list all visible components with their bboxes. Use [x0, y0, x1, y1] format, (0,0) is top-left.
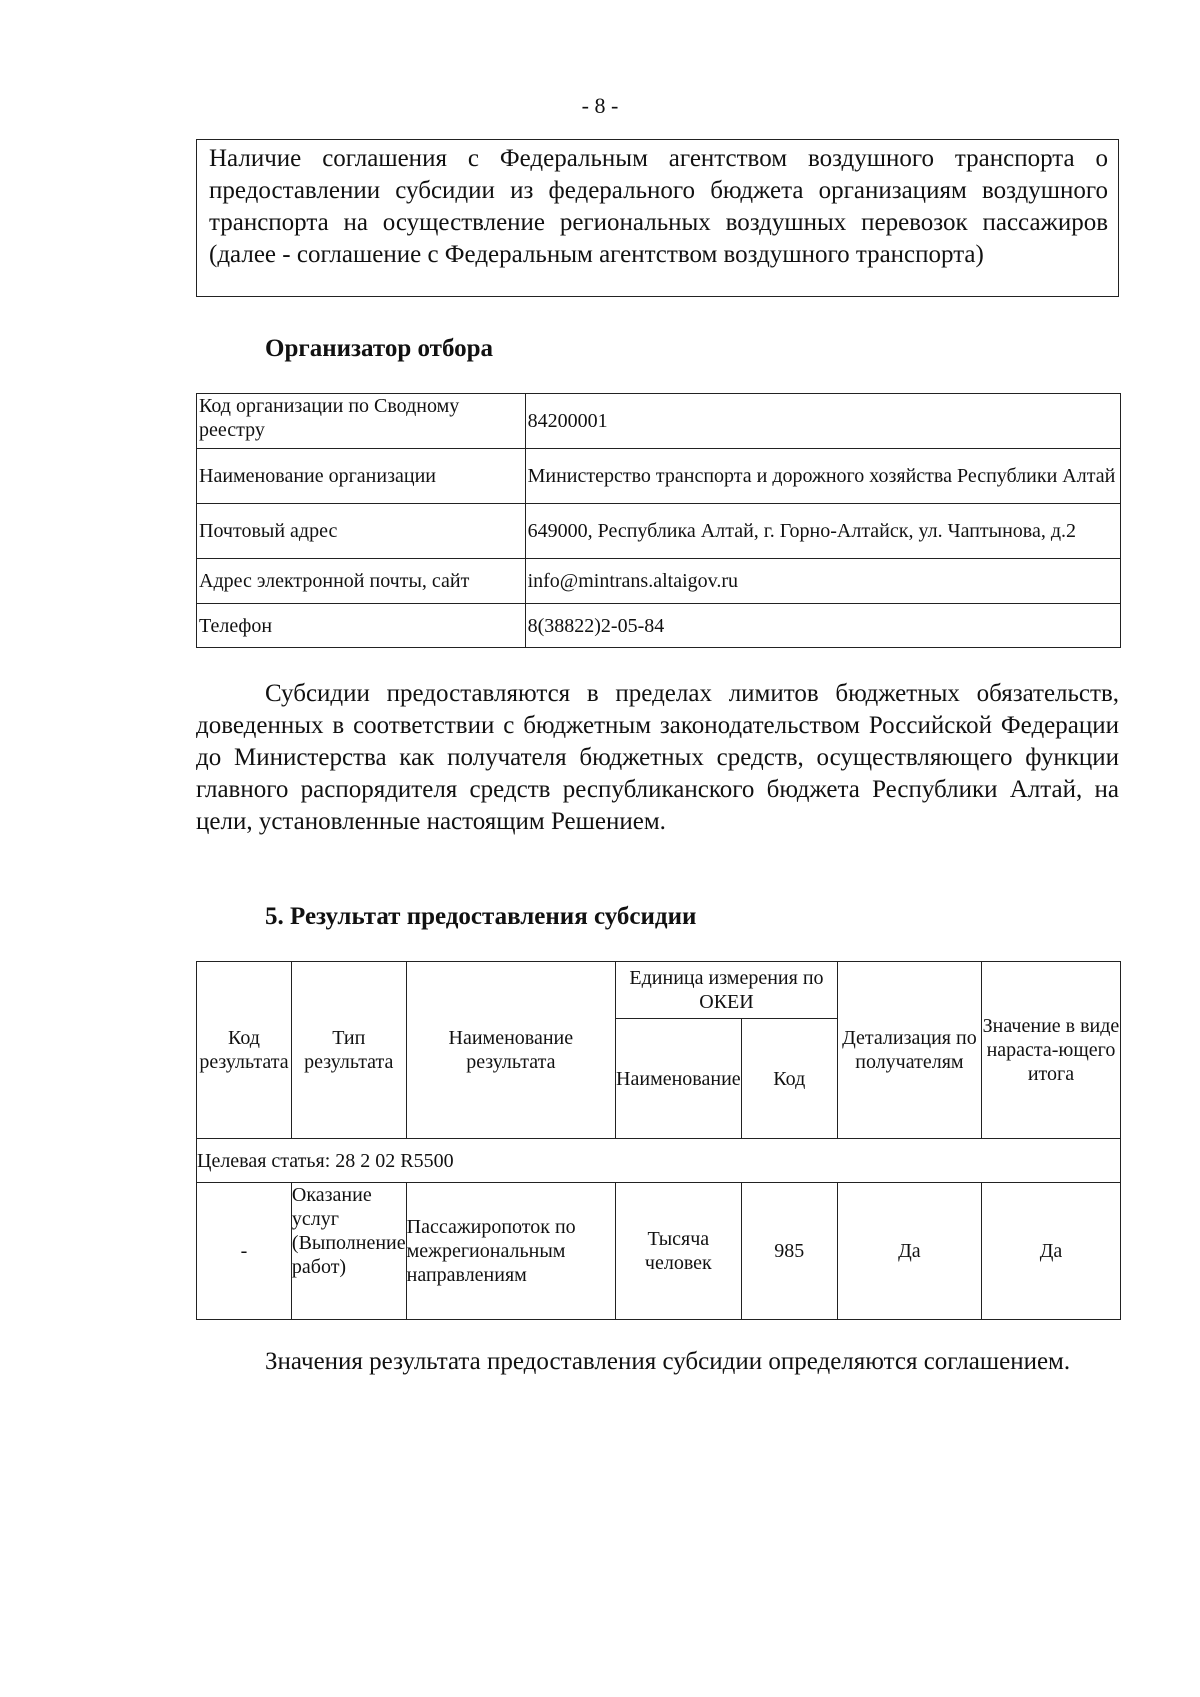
col-detail-header: Детализация по получателям [837, 962, 981, 1139]
organizer-value: Министерство транспорта и дорожного хозяйства Республики Алтай [525, 449, 1120, 504]
organizer-row [197, 449, 1121, 504]
col-cumulative-header: Значение в виде нараста-ющего итога [981, 962, 1120, 1139]
col-code-header: Код результата [197, 962, 292, 1139]
col-unit-group-header: Единица измерения по ОКЕИ [616, 962, 838, 1019]
organizer-row [197, 604, 1121, 648]
result-row [197, 1183, 1121, 1320]
page-number: - 8 - [581, 93, 619, 118]
organizer-row [197, 504, 1121, 559]
col-type-header: Тип результата [291, 962, 406, 1139]
organizer-heading: Организатор отбора [265, 335, 494, 362]
organizer-row [197, 559, 1121, 604]
result-header-row [197, 962, 1121, 1019]
organizer-value: 649000, Республика Алтай, г. Горно-Алтайск, ул. Чаптынова, д.2 [525, 504, 1120, 559]
col-unit-code-header: Код [741, 1019, 837, 1139]
result-heading: 5. Результат предоставления субсидии [265, 903, 697, 930]
result-unit-name: Тысяча человек [616, 1183, 742, 1320]
subsidies-paragraph: Субсидии предоставляются в пределах лимитов бюджетных обязательств, доведенных в соответствии с бюджетным законодательством Российской Федерации до Министерства как получателя бюджетных средств, осуществляющего функции главного распорядителя средств республиканского бюджета Республики Алтай, на цели, установленные настоящим Решением. [196, 680, 1119, 835]
result-type: Оказание услуг (Выполнение работ) [291, 1183, 406, 1320]
result-code: - [197, 1183, 292, 1320]
organizer-table [196, 393, 1121, 648]
col-unit-name-header: Наименование [616, 1019, 742, 1139]
result-cumulative: Да [981, 1183, 1120, 1320]
result-name: Пассажиропоток по межрегиональным направлениям [406, 1183, 615, 1320]
result-unit-code: 985 [741, 1183, 837, 1320]
organizer-value: 84200001 [525, 394, 1120, 449]
organizer-value: 8(38822)2-05-84 [525, 604, 1120, 648]
organizer-label: Наименование организации [197, 449, 526, 504]
result-table [196, 961, 1121, 1320]
organizer-row [197, 394, 1121, 449]
target-article-row [197, 1139, 1121, 1183]
result-detail: Да [837, 1183, 981, 1320]
target-article: Целевая статья: 28 2 02 R5500 [197, 1139, 1121, 1183]
organizer-label: Телефон [197, 604, 526, 648]
col-name-header: Наименование результата [406, 962, 615, 1139]
organizer-label: Код организации по Сводному реестру [197, 394, 526, 449]
organizer-value: info@mintrans.altaigov.ru [525, 559, 1120, 604]
intro-box [196, 139, 1119, 297]
intro-text: Наличие соглашения с Федеральным агентством воздушного транспорта о предоставлении субсидии из федерального бюджета организациям воздушного транспорта на осуществление региональных воздушных перевозок пассажиров (далее - соглашение с Федеральным агентством воздушного транспорта) [209, 145, 1108, 268]
organizer-label: Адрес электронной почты, сайт [197, 559, 526, 604]
organizer-label: Почтовый адрес [197, 504, 526, 559]
result-paragraph: Значения результата предоставления субсидии определяются соглашением. [265, 1348, 1071, 1375]
